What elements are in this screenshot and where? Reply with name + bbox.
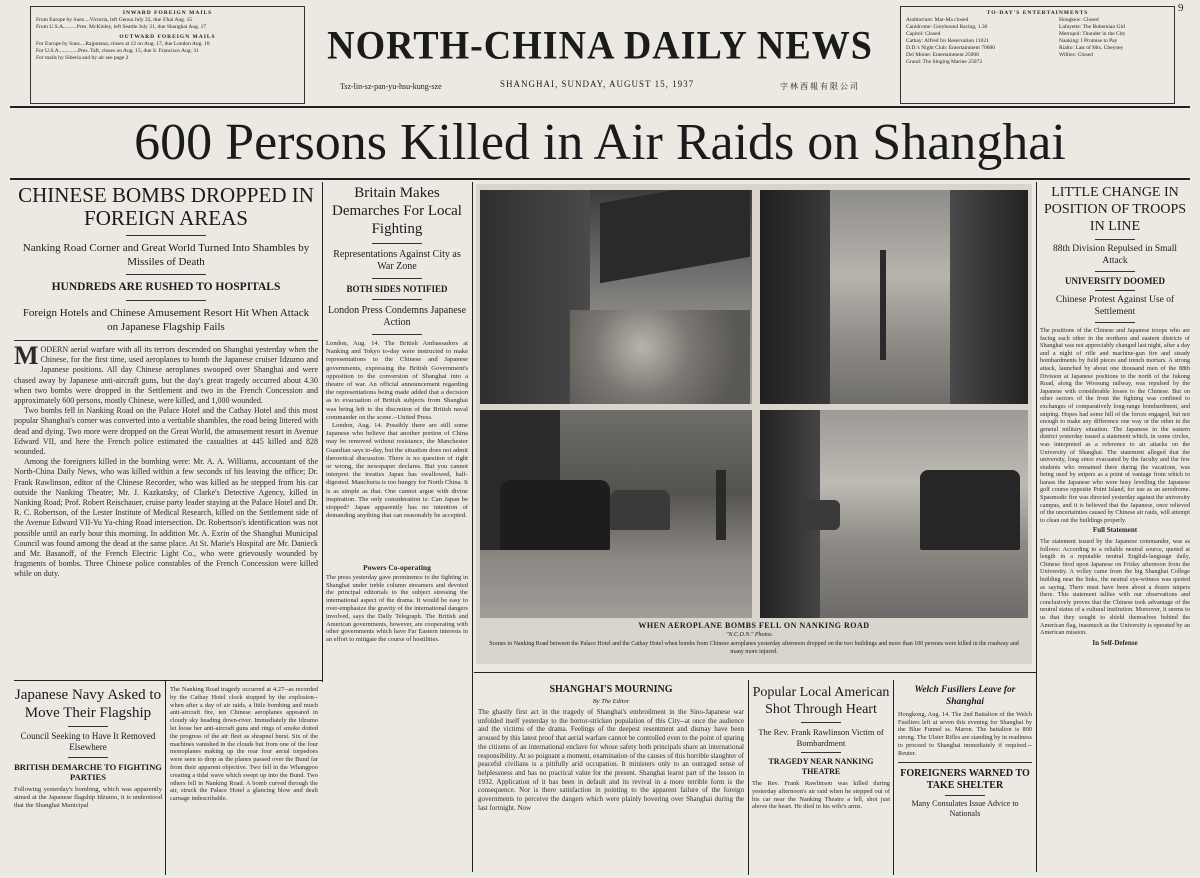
full-statement-subhead: Full Statement [1092, 526, 1138, 535]
powers-cooperating-paragraph: The press yesterday gave prominence to the fighting in Shanghai under treble column streamers and devoted the principal editorials to the subject stressing the international aspect of the drama. It would be easy to over-emphasize the gravity of the international dangers involved, says the Daily Telegraph. The British and American governments, however, are cooperating with other governments which have Far Eastern interests in an effort to mitigate the course of hostilities. [326, 573, 468, 644]
main-headline: 600 Persons Killed in Air Raids on Shanghai [134, 114, 1066, 171]
outward-mail-1: For Europe by Suez....Rajputana, closes at 12 on Aug. 17, due London Aug. 18 [36, 41, 210, 47]
mourning-headline: SHANGHAI'S MOURNING [549, 684, 673, 695]
photo-nanking-road-rubble [480, 190, 752, 404]
column-rule [165, 680, 166, 875]
entertainment-item: Lafayette: The Bohemian Girl [1059, 24, 1126, 30]
photo-wrecked-cars [480, 410, 752, 618]
japanese-navy-body: Following yesterday's bombing, which was apparently aimed at the Japanese flagship Idzumo, it is understood that the Shanghai Municipal [14, 786, 162, 809]
welch-fusiliers-body: Hongkong, Aug. 14. The 2nd Battalion of the Welch Fusiliers left at seven this evening for Shanghai by the Blue Funnel ss. Maron. The battalion is 800 strong. The Ulster Rifles are standing by in readiness to proceed to Shanghai immediately if required.--Reuter. [898, 711, 1032, 757]
photo-credit: "N.C.D.N." Photos. [726, 632, 774, 638]
masthead-title: NORTH-CHINA DAILY NEWS [327, 23, 873, 69]
entertainment-item: D.D.'s Night Club: Entertainment 70600 [906, 45, 995, 51]
chinese-characters: 字 林 西 報 有 限 公 司 [780, 82, 858, 91]
foreigners-warned-deck: Many Consulates Issue Advice to Nationals [911, 799, 1019, 819]
rawlinson-deck: The Rev. Frank Rawlinson Victim of Bombardment [758, 727, 884, 748]
lead-story-deck-2: Foreign Hotels and Chinese Amusement Resort Hit When Attack on Japanese Flagship Fails [22, 307, 310, 333]
powers-cooperating-subhead: Powers Co-operating [363, 563, 431, 572]
troops-deck-2: Chinese Protest Against Use of Settlement [1055, 295, 1175, 317]
japanese-navy-headline: Japanese Navy Asked to Move Their Flagship [14, 687, 162, 721]
masthead-dateline: SHANGHAI, SUNDAY, AUGUST 15, 1937 [500, 79, 695, 89]
inward-mail-2: From U.S.A..........Pres. McKinley, left Seattle July 31, due Shanghai Aug. 17 [36, 24, 207, 30]
photo-caption: Scenes in Nanking Road between the Palace Hotel and the Cathay Hotel when bombs from Chinese aeroplanes yesterday afternoon dropped on the two buildings and more than 100 persons were killed in the roadway and many more injured. [489, 641, 1019, 655]
entertainments-title: TO-DAY'S ENTERTAINMENTS [986, 10, 1089, 16]
japanese-navy-deck: Council Seeking to Have It Removed Elsewhere [20, 731, 156, 752]
welch-fusiliers-story [898, 684, 1032, 819]
self-defense-subhead: In Self-Defense [1092, 638, 1138, 647]
column-rule [322, 182, 323, 682]
outward-mail-2: For U.S.A..............Pres. Taft, closes on Aug. 15, due S. Francisco Aug. 31 [36, 48, 199, 54]
photo-spread [476, 184, 1032, 664]
column-rule [748, 680, 749, 875]
japanese-navy-story [14, 686, 162, 810]
chinese-romanization: Tsz-lin-sz-pan-yu-hsu-kung-sze [340, 82, 442, 91]
troops-deck: 88th Division Repulsed in Small Attack [1052, 244, 1178, 266]
troops-story [1040, 184, 1190, 878]
inward-mail-1: From Europe by Suez....Victoria, left Genoa July 22, due S'hai Aug. 15 [36, 17, 193, 23]
photo-roadway-victims [760, 410, 1028, 618]
entertainment-item: Rialto: Last of Mrs. Cheyney [1059, 45, 1124, 51]
entertainment-item: Metropol: Thunder in the City [1059, 31, 1126, 37]
column-rule [472, 182, 473, 872]
mails-box [30, 6, 305, 104]
entertainment-item: Grand: The Singing Marine 25073 [906, 59, 982, 65]
column-rule [1036, 182, 1037, 872]
troops-subhead: UNIVERSITY DOOMED [1065, 276, 1165, 286]
foreigners-warned-headline: FOREIGNERS WARNED TO TAKE SHELTER [900, 768, 1030, 792]
welch-fusiliers-headline: Welch Fusiliers Leave for Shanghai [914, 685, 1016, 707]
lead-story [14, 184, 318, 693]
troops-paragraph: The statement issued by the Japanese commander, was as follows: According to a reliable neutral source, quoted at length in a reputable neutral English-language daily, Chinese fired upon Japanese on Friday afternoon from the University. A volley came from the big Shanghai College building near the links, the neutral eye-witness was quoted as saying. There must have been about a dozen snipers there. This statement tallies with our observations and conclusively proves that the Chinese took advantage of the neutral status of a cultural institution. Moreover, it seems to us that they sought to shield themselves behind the American flag, inasmuch as the University is operated by an American mission. [1040, 538, 1190, 637]
headline-rule [10, 178, 1190, 180]
entertainment-item: Canidrome: Greyhound Racing, 1.30 [906, 24, 988, 30]
nanking-road-paragraph: The Nanking Road tragedy occurred at 4.27--as recorded by the Cathay Hotel clock stopped by the explosion--when after a day of air raids, a little bombing and much anti-aircraft fire, ten Chinese aeroplanes appeared in cloudy sky heading down-river. Immediately the Idzumo let loose her anti-aircraft guns and rings of smoke dotted the progress of the air fleet as shrapnel burst. Six of the machines vanished in the clouds but from one of the four monoplanes making up the rear four aerial torpedoes were seen to drop as the planes passed over the Bund far from their apparent objective. Two fell in the Whangpoo creating a tidal wave which swept up into the Bund. Two others fell in Nanking Road. A bomb curved through the air, struck the Palace Hotel a glancing blow and dealt carnage indescribable. [170, 686, 318, 803]
drop-cap: M [14, 345, 39, 370]
entertainment-item: Willies: Closed [1059, 52, 1093, 58]
lead-story-paragraph: ODERN aerial warfare with all its terrors descended on Shanghai yesterday when the Chinese, for the first time, used aeroplanes to bomb the Japanese cruiser Idzumo and Japanese positions. All day Chinese aeroplanes swooped over Shanghai and were chased away by Japanese anti-aircraft guns, but the day's great tragedy occurred about 4.30 when two bombs were dropped in the Settlement and two in the French Concession and approximately 600 persons, mostly Chinese, were killed, and 1,000 wounded. [14, 345, 318, 406]
britain-deck-2: London Press Condemns Japanese Action [327, 305, 467, 328]
entertainment-item: Capitol: Closed [906, 31, 941, 37]
lead-story-paragraph: Two bombs fell in Nanking Road on the Palace Hotel and the Cathay Hotel and this most popular Shanghai's corner was converted into a veritable shambles, the road being littered with dead and dying. Two more were dropped on the Great World, the amusement resort in Avenue Edward VII, and here the French police estimated the casualties at 445 killed and 828 wounded. [14, 406, 318, 457]
entertainment-item: Del Monte: Entertainment 25008 [906, 52, 979, 58]
mourning-body: The ghastly first act in the tragedy of Shanghai's embroilment in the Sino-Japanese war unfolded itself yesterday to the horror-stricken population of this City--at once the audience and the victims of the drama. Feelings of the deepest resentment and dismay have been aroused by this latest proof that aerial warfare cannot be controlled even to the point of sparing the citizens of an international enclave for whose safety both principals share an international responsibility. At so poignant a moment, examination of the causes of this horrible slaughter of peaceful civilians is a pitifully arid occupation. It ministers only to an outraged sense of helplessness and has no practical value for the present. Shanghai learnt part of the lesson in 1932. Application of it has been in default and its revival in a more terrible form is the consequence. Nor is there satisfaction in pointing to the apparent failure of the foreign governments to perceive the dangers which were plainly hovering over Shanghai during the last fortnight. Now [478, 708, 744, 812]
entertainment-item: Auditorium: Mar-Ma closed [906, 17, 969, 23]
rawlinson-subhead: TRAGEDY NEAR NANKING THEATRE [768, 757, 874, 776]
troops-headline: LITTLE CHANGE IN POSITION OF TROOPS IN LINE [1043, 185, 1187, 234]
masthead-rule [10, 106, 1190, 108]
rawlinson-story [752, 684, 890, 820]
rawlinson-headline: Popular Local American Shot Through Heart [752, 685, 890, 717]
page-number: 9 [1178, 2, 1184, 14]
britain-continuation [326, 562, 468, 874]
nanking-road-continuation [170, 686, 318, 874]
lead-story-paragraph: Among the foreigners killed in the bombing were: Mr. A. A. Williams, accountant of the North-China Daily News, who was killed within a few seconds of his leaving the office; Dr. Frank Rawlinson, editor of the Chinese Recorder, who was killed as he stepped from his car outside the Nanking Theatre; Mr. J. Kazkatsky, of Clarke's Detective Agency, killed in Nanking Road; Prof. Robert Reischauer, cruise party leader staying at the Palace Hotel and Dr. R. C. Robertson, of the Lester Institute of Medical Research, killed on the Settlement side of the Avenue Edward VII-Yu Ya-ching Road intersection. Dr. Robertson's identification was not possible until an early hour this morning. In addition Mr. A. Exrin of the Shanghai Municipal Council was found among the dead at the same place. At St. Marie's Hospital are Mr. Danieck and Mr. Basanoff, of the French Electric Light Co., who were grievously wounded by fragments of bombs. Three Chinese police constables of the French Concession were killed while on duty. [14, 457, 318, 579]
lead-story-headline: CHINESE BOMBS DROPPED IN FOREIGN AREAS [18, 183, 314, 230]
mourning-byline: By The Editor [592, 698, 630, 705]
troops-paragraph: The positions of the Chinese and Japanese troops who are facing each other in the northern and eastern districts of Shanghai was not appreciably changed last night, after a day and a night of rifle and machine-gun fire and steady bombardments by field pieces and trench mortars. A strong attack, launched by about one thousand men of the 88th Division at Japanese positions to the north of the Jukong Road, along the Woosung railway, was repulsed by the Japanese with considerable losses to the Chinese. But on other sectors of the front the fighting was confined to exchanges of comparatively long-range bombardment, and sniping. Hopes had some hill of the forces engaged, but not enough to make any difference one way or the other in the general military situation. The Japanese in the eastern district yesterday issued a statement which, in some circles, was interpreted as a reference to air attacks on the University of Shanghai. The statement alleged that the university, long since evacuated by the faculty and the few students who remained there during the vacations, was being used by snipers as a point of vantage from which to harass the Japanese who were busy levelling the Japanese golf course opposite Point Island, for use as an aerodrome. Spasmodic fire was directed yesterday against the university campus, and it is believed that the Japanese, once relieved of the uncertainties caused by Chinese air raids, will attempt to clean out the buildings properly. [1040, 327, 1190, 524]
britain-deck: Representations Against City as War Zone [333, 249, 461, 272]
britain-headline: Britain Makes Demarches For Local Fighting [332, 185, 462, 237]
entertainments-box [900, 6, 1175, 104]
britain-subhead: BOTH SIDES NOTIFIED [346, 284, 448, 294]
photo-street-debris [760, 190, 1028, 404]
entertainment-item: Nanking: I Promise to Pay [1059, 38, 1118, 44]
britain-paragraph: London, Aug. 14. Possibly there are still some Japanese who believe that another portion of China may be removed without resistance, the Manchester Guardian says to-day, but the situation does not admit theoretical discussion. There is no question of right or wrong, the newspaper declares. But you cannot interpret the treaties Japan has swallowed, half-digested. Manchuria is too hungry for North China. It is as simple as that. One cannot argue with divine inspiration. The only consideration is: Can Japan be stopped? Japan apparently has no intention of demanding anything that can reasonably be accepted. [326, 422, 468, 520]
japanese-navy-subhead: BRITISH DEMARCHE TO FIGHTING PARTIES [14, 762, 162, 782]
inward-mails-title: INWARD FOREIGN MAILS [122, 10, 213, 16]
entertainment-item: Hongkew: Closed [1059, 17, 1099, 23]
column-rule [893, 680, 894, 875]
mourning-editorial [478, 684, 744, 870]
photo-caption-title: WHEN AEROPLANE BOMBS FELL ON NANKING ROAD [638, 621, 870, 630]
britain-paragraph: London, Aug. 14. The British Ambassadors at Nanking and Tokyo to-day were instructed to make representations to the Chinese and Japanese governments, expressing the British Government's opposition to the conversion of Shanghai into a theatre of war. An official announcement regarding the representations being made added that a decision as to evacuation of British subjects from Shanghai was being left to the discretion of the British naval commander on the scene.--United Press. [326, 340, 468, 421]
outward-mails-title: OUTWARD FOREIGN MAILS [119, 34, 216, 40]
outward-mail-3: For mails by Siberia and by air see page 2 [36, 55, 129, 61]
photo-bottom-rule [474, 672, 1036, 673]
entertainment-item: Cathay: Alfred for Reservation 11021 [906, 38, 989, 44]
lead-story-subhead: HUNDREDS ARE RUSHED TO HOSPITALS [51, 281, 281, 293]
lead-story-deck: Nanking Road Corner and Great World Turned Into Shambles by Missiles of Death [22, 242, 310, 268]
rawlinson-body: The Rev. Frank Rawlinson was killed during yesterday afternoon's air raid when he stepped out of his car near the Nanking Theatre a fell, shot just above the heart. He died in his wife's arms. [752, 780, 890, 811]
